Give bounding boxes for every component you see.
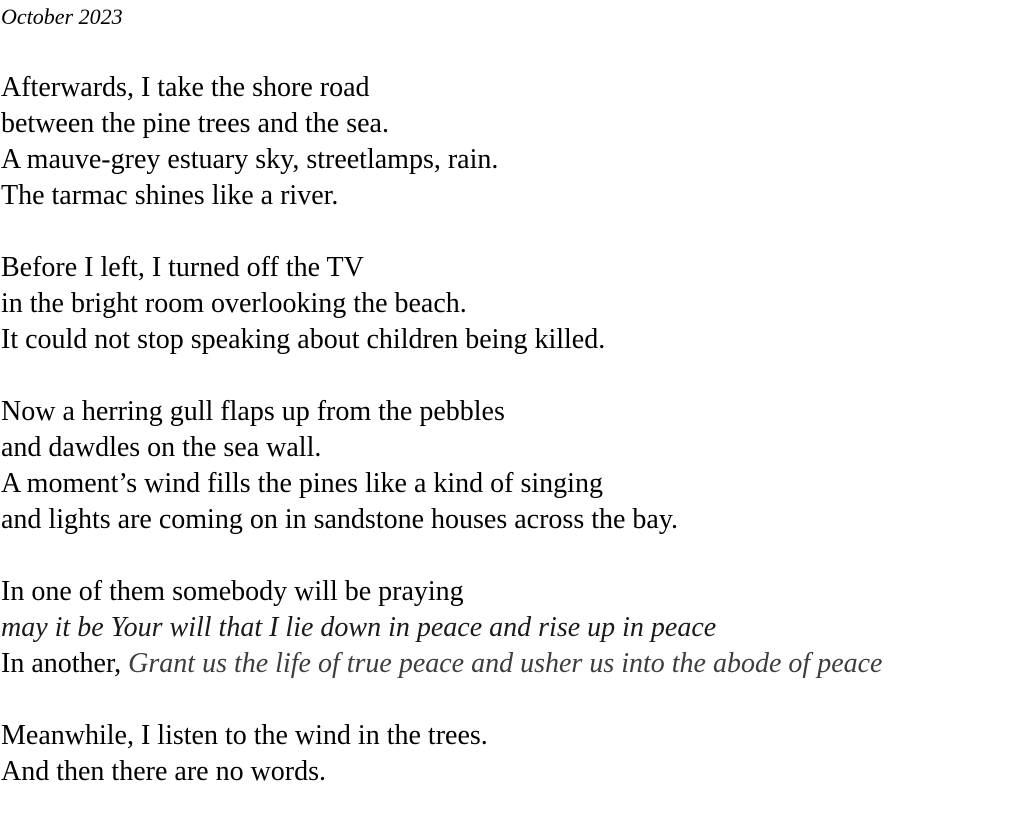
line-prefix: In another,	[1, 648, 129, 679]
poem-line: In one of them somebody will be praying	[1, 576, 464, 607]
stanza-4	[1, 574, 1019, 682]
poem-line: Before I left, I turned off the TV	[1, 252, 364, 283]
poem-line: And then there are no words.	[1, 756, 327, 787]
poem	[1, 0, 1019, 790]
prayer-quote-italic: Grant us the life of true peace and usher us into the abode of peace	[128, 648, 883, 679]
stanza-5	[1, 718, 1019, 790]
poem-line: Afterwards, I take the shore road	[1, 72, 370, 103]
stanza-3	[1, 394, 1019, 538]
prayer-line-italic: may it be Your will that I lie down in peace and rise up in peace	[1, 612, 717, 643]
poem-line: A moment’s wind fills the pines like a kind of singing	[1, 468, 603, 499]
poem-line: A mauve-grey estuary sky, streetlamps, rain.	[1, 144, 499, 175]
poem-line: and lights are coming on in sandstone houses across the bay.	[1, 504, 679, 535]
stanza-spacer	[1, 358, 1019, 394]
poem-line-mixed	[1, 646, 1019, 682]
stanza-spacer	[1, 538, 1019, 574]
poem-line: Meanwhile, I listen to the wind in the trees.	[1, 720, 488, 751]
poem-date: October 2023	[1, 4, 123, 29]
poem-line: between the pine trees and the sea.	[1, 108, 389, 139]
poem-line: Now a herring gull flaps up from the pebbles	[1, 396, 505, 427]
poem-line: in the bright room overlooking the beach.	[1, 288, 467, 319]
stanza-2	[1, 250, 1019, 358]
stanza-spacer	[1, 682, 1019, 718]
stanza-spacer	[1, 214, 1019, 250]
poem-line: and dawdles on the sea wall.	[1, 432, 322, 463]
stanza-spacer	[1, 34, 1019, 70]
stanza-1	[1, 70, 1019, 214]
poem-line: It could not stop speaking about children being killed.	[1, 324, 606, 355]
poem-line: The tarmac shines like a river.	[1, 180, 339, 211]
